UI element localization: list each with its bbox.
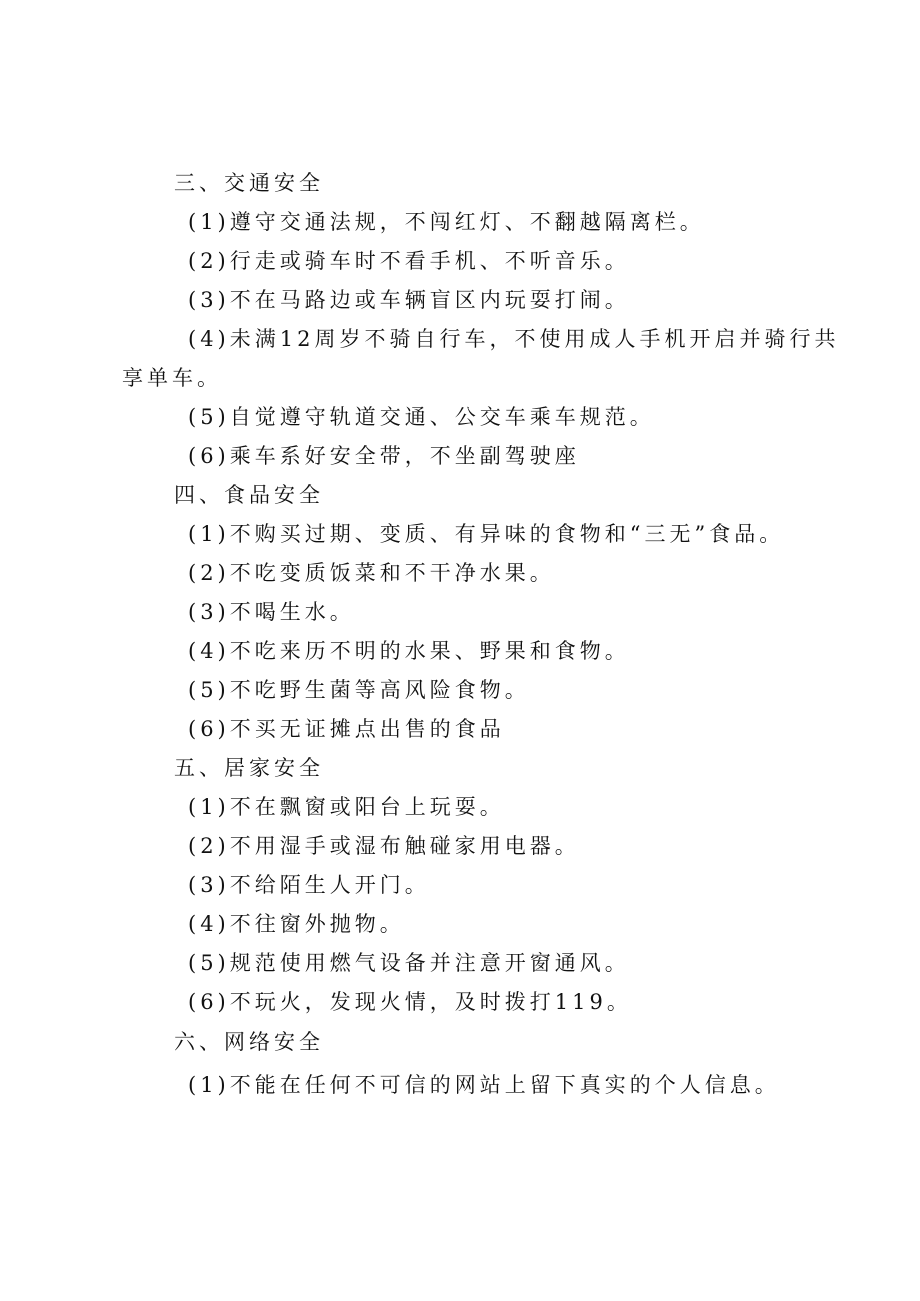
list-item: (6)不买无证摊点出售的食品	[188, 717, 505, 741]
list-item: (3)不给陌生人开门。	[188, 873, 430, 897]
section-heading-home: 五、居家安全	[174, 756, 324, 780]
section-heading-food: 四、食品安全	[174, 483, 324, 507]
list-item: (1)不能在任何不可信的网站上留下真实的个人信息。	[188, 1073, 780, 1097]
list-item: (5)自觉遵守轨道交通、公交车乘车规范。	[188, 405, 655, 429]
list-item: (3)不在马路边或车辆盲区内玩耍打闹。	[188, 288, 630, 312]
list-item: (5)规范使用燃气设备并注意开窗通风。	[188, 951, 630, 975]
list-item: (1)不在飘窗或阳台上玩耍。	[188, 795, 505, 819]
list-item: (2)不吃变质饭菜和不干净水果。	[188, 561, 555, 585]
list-item: (5)不吃野生菌等高风险食物。	[188, 678, 530, 702]
list-item: (4)不往窗外抛物。	[188, 912, 405, 936]
section-heading-traffic: 三、交通安全	[174, 171, 324, 195]
list-item-continuation: 享单车。	[122, 366, 222, 390]
list-item: (4)不吃来历不明的水果、野果和食物。	[188, 639, 630, 663]
section-heading-network: 六、网络安全	[174, 1030, 324, 1054]
list-item: (1)遵守交通法规，不闯红灯、不翻越隔离栏。	[188, 210, 705, 234]
list-item: (2)行走或骑车时不看手机、不听音乐。	[188, 249, 630, 273]
list-item: (6)乘车系好安全带，不坐副驾驶座	[188, 444, 580, 468]
list-item: (6)不玩火，发现火情，及时拨打119。	[188, 990, 632, 1014]
list-item: (1)不购买过期、变质、有异味的食物和“三无”食品。	[188, 522, 785, 546]
list-item: (2)不用湿手或湿布触碰家用电器。	[188, 834, 580, 858]
list-item: (4)未满12周岁不骑自行车，不使用成人手机开启并骑行共	[188, 327, 840, 351]
list-item: (3)不喝生水。	[188, 600, 355, 624]
